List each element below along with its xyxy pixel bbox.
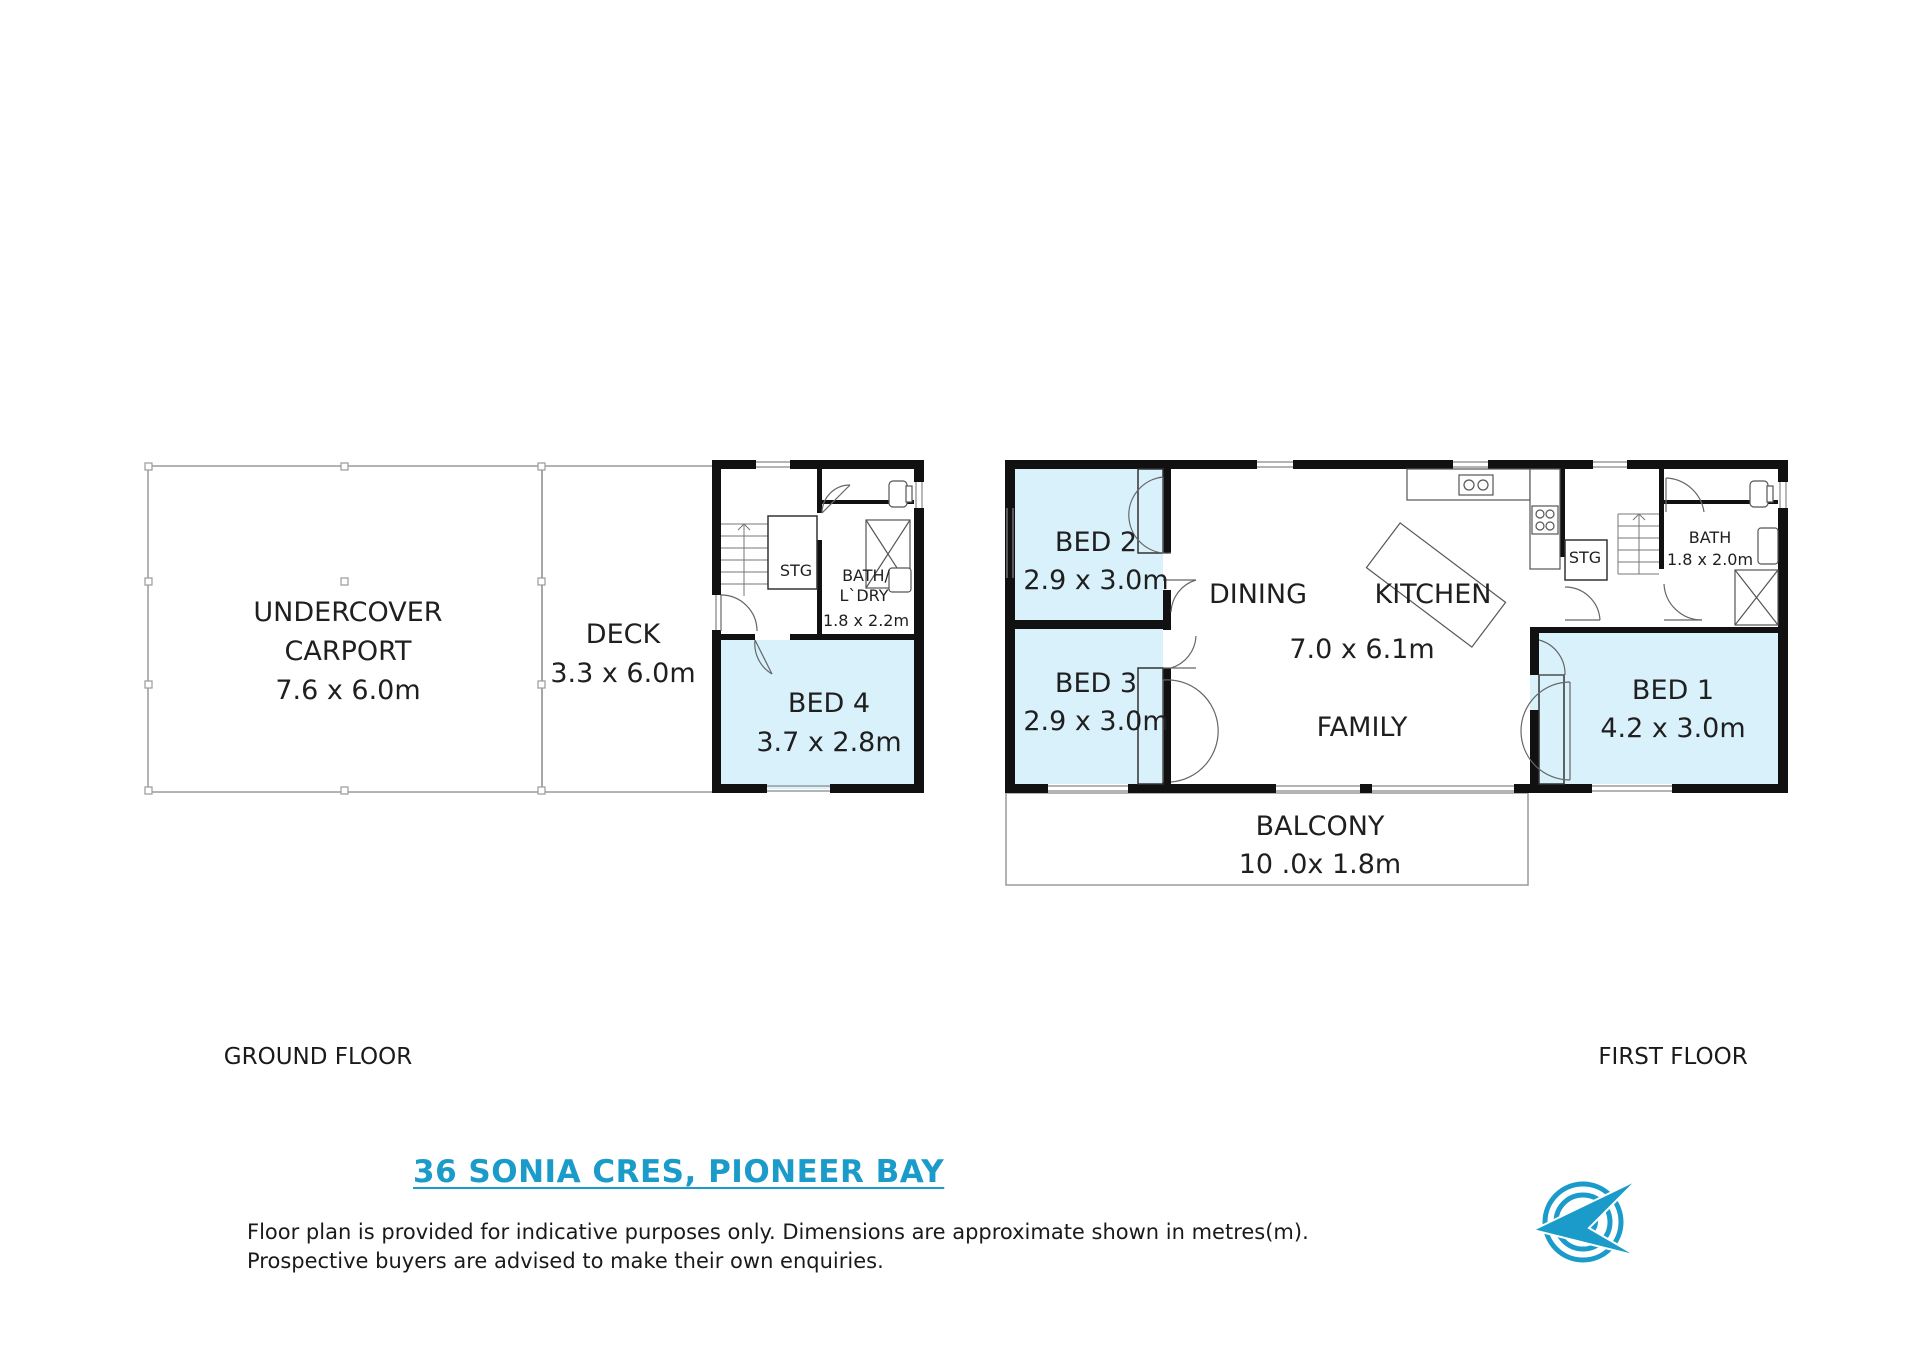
bed2-dimension: 2.9 x 3.0m <box>1023 565 1169 596</box>
bed1-room <box>1530 633 1778 784</box>
deck-name: DECK <box>585 619 661 650</box>
kitchen-fixtures <box>1366 469 1560 647</box>
ground-bath-dimension: 1.8 x 2.2m <box>822 611 910 630</box>
ground-stg-label: STG <box>779 561 813 580</box>
bed3-dimension: 2.9 x 3.0m <box>1023 706 1169 737</box>
bed2-name: BED 2 <box>1054 527 1138 558</box>
bed4-name: BED 4 <box>787 688 871 719</box>
balcony-dimension: 10 .0x 1.8m <box>1238 849 1402 880</box>
carport-name-line2: CARPORT <box>284 636 412 667</box>
balcony-name: BALCONY <box>1255 811 1385 842</box>
compass-logo-icon <box>1533 1180 1637 1260</box>
family-label: FAMILY <box>1316 712 1408 743</box>
bed3-name: BED 3 <box>1054 668 1138 699</box>
first-floor-label: FIRST FLOOR <box>1598 1044 1748 1070</box>
bed4-dimension: 3.7 x 2.8m <box>756 727 902 758</box>
disclaimer-line-2: Prospective buyers are advised to make their own enquiries. <box>247 1249 884 1273</box>
kitchen-label: KITCHEN <box>1374 579 1492 610</box>
carport-outline <box>148 466 542 792</box>
ground-bath-name-line2: L`DRY <box>839 586 889 605</box>
first-bath-name: BATH <box>1688 528 1732 547</box>
property-address-title: 36 SONIA CRES, PIONEER BAY <box>413 1154 945 1190</box>
first-bath-dimension: 1.8 x 2.0m <box>1666 550 1754 569</box>
first-stairs <box>1618 514 1659 574</box>
ground-bath-name-line1: BATH/ <box>842 566 890 585</box>
room-labels <box>224 527 1753 1070</box>
dining-label: DINING <box>1208 579 1308 610</box>
bed1-name: BED 1 <box>1631 675 1715 706</box>
first-stg-label: STG <box>1568 548 1602 567</box>
living-dimension: 7.0 x 6.1m <box>1289 634 1435 665</box>
disclaimer <box>247 1218 1309 1276</box>
ground-stairs <box>721 524 768 596</box>
bed1-dimension: 4.2 x 3.0m <box>1600 713 1746 744</box>
disclaimer-line-1: Floor plan is provided for indicative purposes only. Dimensions are approximate shown in metres(m). <box>247 1220 1309 1244</box>
carport-name-line1: UNDERCOVER <box>253 597 443 628</box>
carport-dimension: 7.6 x 6.0m <box>275 675 421 706</box>
ground-floor-label: GROUND FLOOR <box>223 1044 413 1070</box>
carport-posts <box>145 463 545 794</box>
deck-dimension: 3.3 x 6.0m <box>550 658 696 689</box>
